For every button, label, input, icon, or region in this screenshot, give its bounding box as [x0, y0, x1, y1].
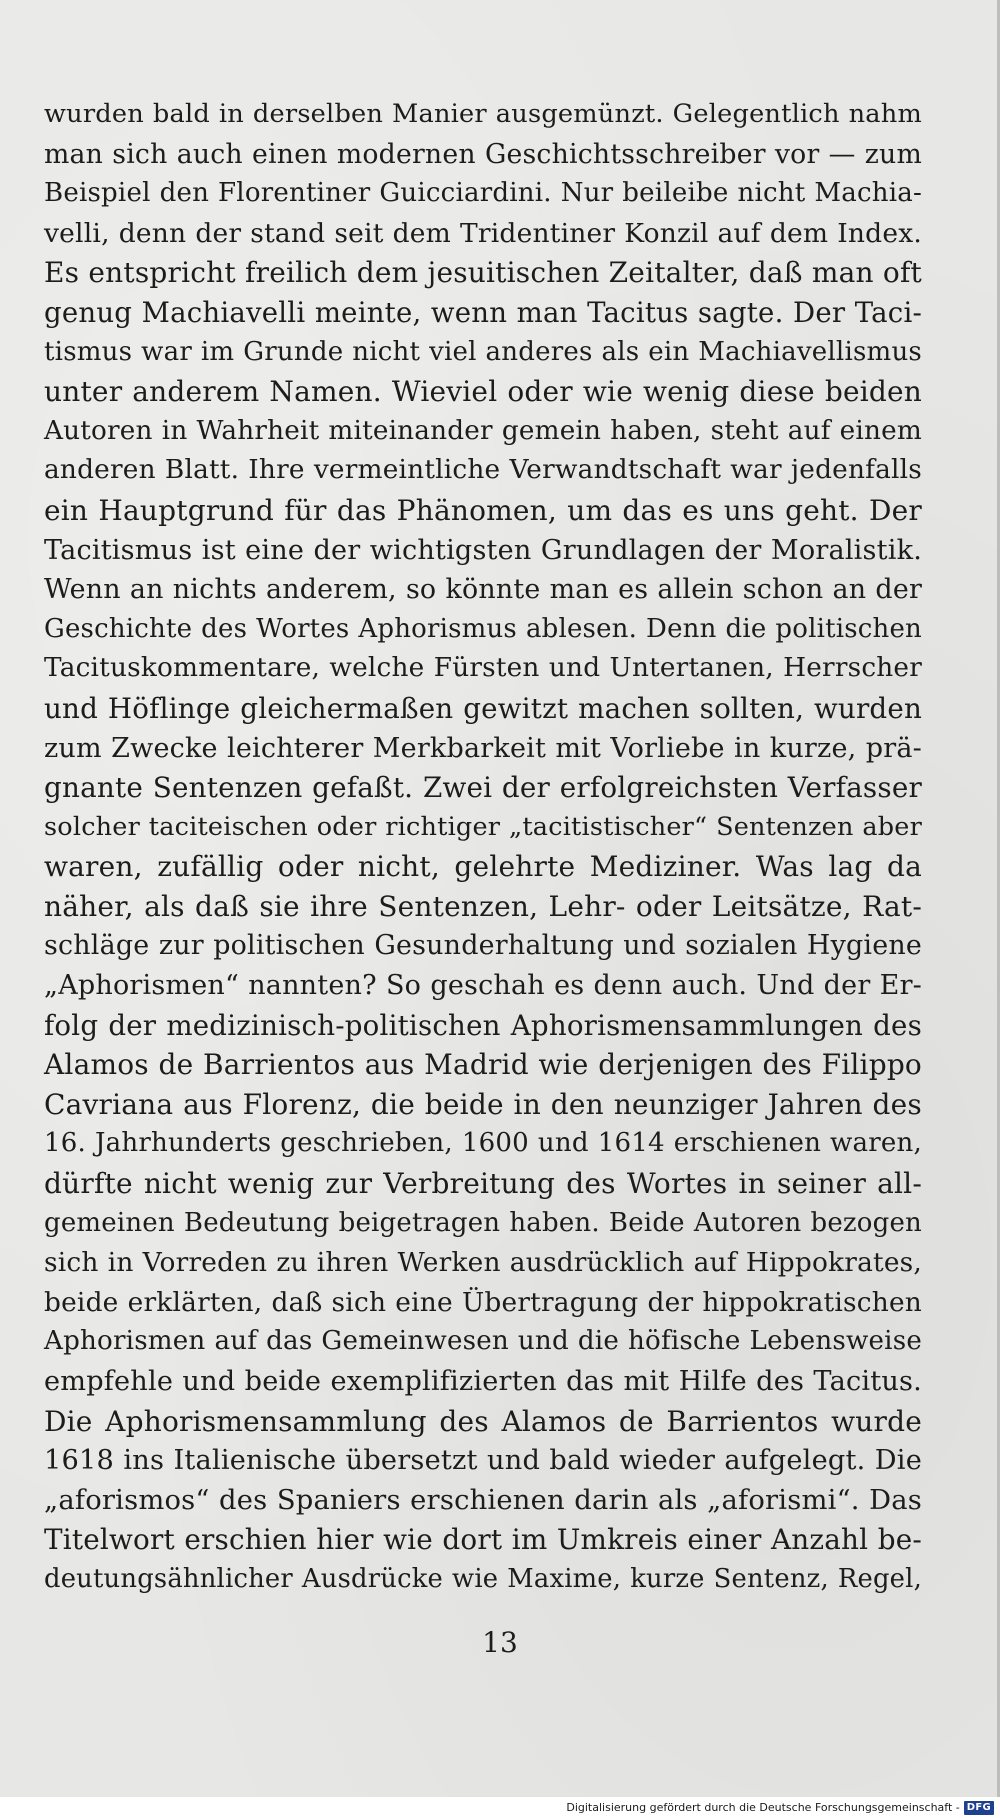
text-line: Die Aphorismensammlung des Alamos de Barrientos wurde	[44, 1404, 922, 1438]
text-line: anderen Blatt. Ihre vermeintliche Verwandtschaft war jedenfalls	[44, 455, 922, 486]
text-line: Tacituskommentare, welche Fürsten und Untertanen, Herrscher	[44, 653, 922, 684]
text-line: Aphorismen auf das Gemeinwesen und die höfische Lebensweise	[44, 1326, 922, 1357]
text-line: Es entspricht freilich dem jesuitischen Zeitalter, daß man oft	[44, 256, 922, 290]
text-line: solcher taciteischen oder richtiger „tacitistischer“ Sentenzen aber	[44, 811, 922, 842]
text-line: waren, zufällig oder nicht, gelehrte Mediziner. Was lag da	[44, 850, 922, 884]
text-line: zum Zwecke leichterer Merkbarkeit mit Vorliebe in kurze, prä-	[44, 732, 922, 764]
text-line: gemeinen Bedeutung beigetragen haben. Beide Autoren bezogen	[44, 1207, 922, 1238]
text-line: gnante Sentenzen gefaßt. Zwei der erfolgreichsten Verfasser	[44, 771, 922, 805]
text-line: „Aphorismen“ nannten? So geschah es denn auch. Und der Er-	[44, 970, 922, 1002]
text-line: tismus war im Grunde nicht viel anderes als ein Machiavellismus	[44, 336, 922, 367]
text-line: Autoren in Wahrheit miteinander gemein haben, steht auf einem	[44, 415, 922, 446]
text-line: dürfte nicht wenig zur Verbreitung des Wortes in seiner all-	[44, 1167, 922, 1201]
text-line: „aforismos“ des Spaniers erschienen darin als „aforismi“. Das	[44, 1484, 922, 1516]
text-line: Alamos de Barrientos aus Madrid wie derjenigen des Filippo	[44, 1048, 922, 1082]
text-line: Wenn an nichts anderem, so könnte man es allein schon an der	[44, 574, 922, 606]
text-line: deutungsähnlicher Ausdrücke wie Maxime, kurze Sentenz, Regel,	[44, 1563, 922, 1594]
text-line: 16. Jahrhunderts geschrieben, 1600 und 1614 erschienen waren,	[44, 1128, 922, 1159]
text-line: folg der medizinisch-politischen Aphorismensammlungen des	[44, 1008, 922, 1042]
text-line: man sich auch einen modernen Geschichtsschreiber vor — zum	[44, 138, 922, 170]
text-line: Geschichte des Wortes Aphorismus ablesen. Denn die politischen	[44, 613, 922, 644]
text-line: Cavriana aus Florenz, die beide in den neunziger Jahren des	[44, 1087, 922, 1121]
text-line: schläge zur politischen Gesunderhaltung und sozialen Hygiene	[44, 930, 922, 962]
text-line: 1618 ins Italienische übersetzt und bald wieder aufgelegt. Die	[44, 1445, 922, 1477]
text-line: und Höflinge gleichermaßen gewitzt machen sollten, wurden	[44, 691, 922, 725]
credit-text: Digitalisierung gefördert durch die Deutsche Forschungsgemeinschaft -	[566, 1801, 960, 1814]
text-line: ein Hauptgrund für das Phänomen, um das es uns geht. Der	[44, 493, 922, 527]
text-line: beide erklärten, daß sich eine Übertragung der hippokratischen	[44, 1286, 922, 1318]
dfg-logo-icon: DFG	[964, 1801, 994, 1815]
text-line: sich in Vorreden zu ihren Werken ausdrücklich auf Hippokrates,	[44, 1247, 922, 1279]
text-line: velli, denn der stand seit dem Tridentiner Konzil auf dem Index.	[44, 217, 922, 249]
page-number: 13	[482, 1626, 518, 1659]
text-line: genug Machiavelli meinte, wenn man Tacitus sagte. Der Taci-	[44, 295, 922, 329]
text-line: näher, als daß sie ihre Sentenzen, Lehr- oder Leitsätze, Rat-	[44, 889, 922, 923]
digitization-credit	[566, 1799, 994, 1816]
text-line: wurden bald in derselben Manier ausgemünzt. Gelegentlich nahm	[44, 99, 922, 129]
text-line: Titelwort erschien hier wie dort im Umkreis einer Anzahl be-	[44, 1523, 922, 1557]
body-text	[44, 95, 922, 1600]
text-line: Beispiel den Florentiner Guicciardini. Nur beileibe nicht Machia-	[44, 178, 922, 209]
text-line: unter anderem Namen. Wieviel oder wie wenig diese beiden	[44, 375, 922, 409]
text-line: Tacitismus ist eine der wichtigsten Grundlagen der Moralistik.	[44, 534, 922, 566]
text-line: empfehle und beide exemplifizierten das mit Hilfe des Tacitus.	[44, 1366, 922, 1397]
